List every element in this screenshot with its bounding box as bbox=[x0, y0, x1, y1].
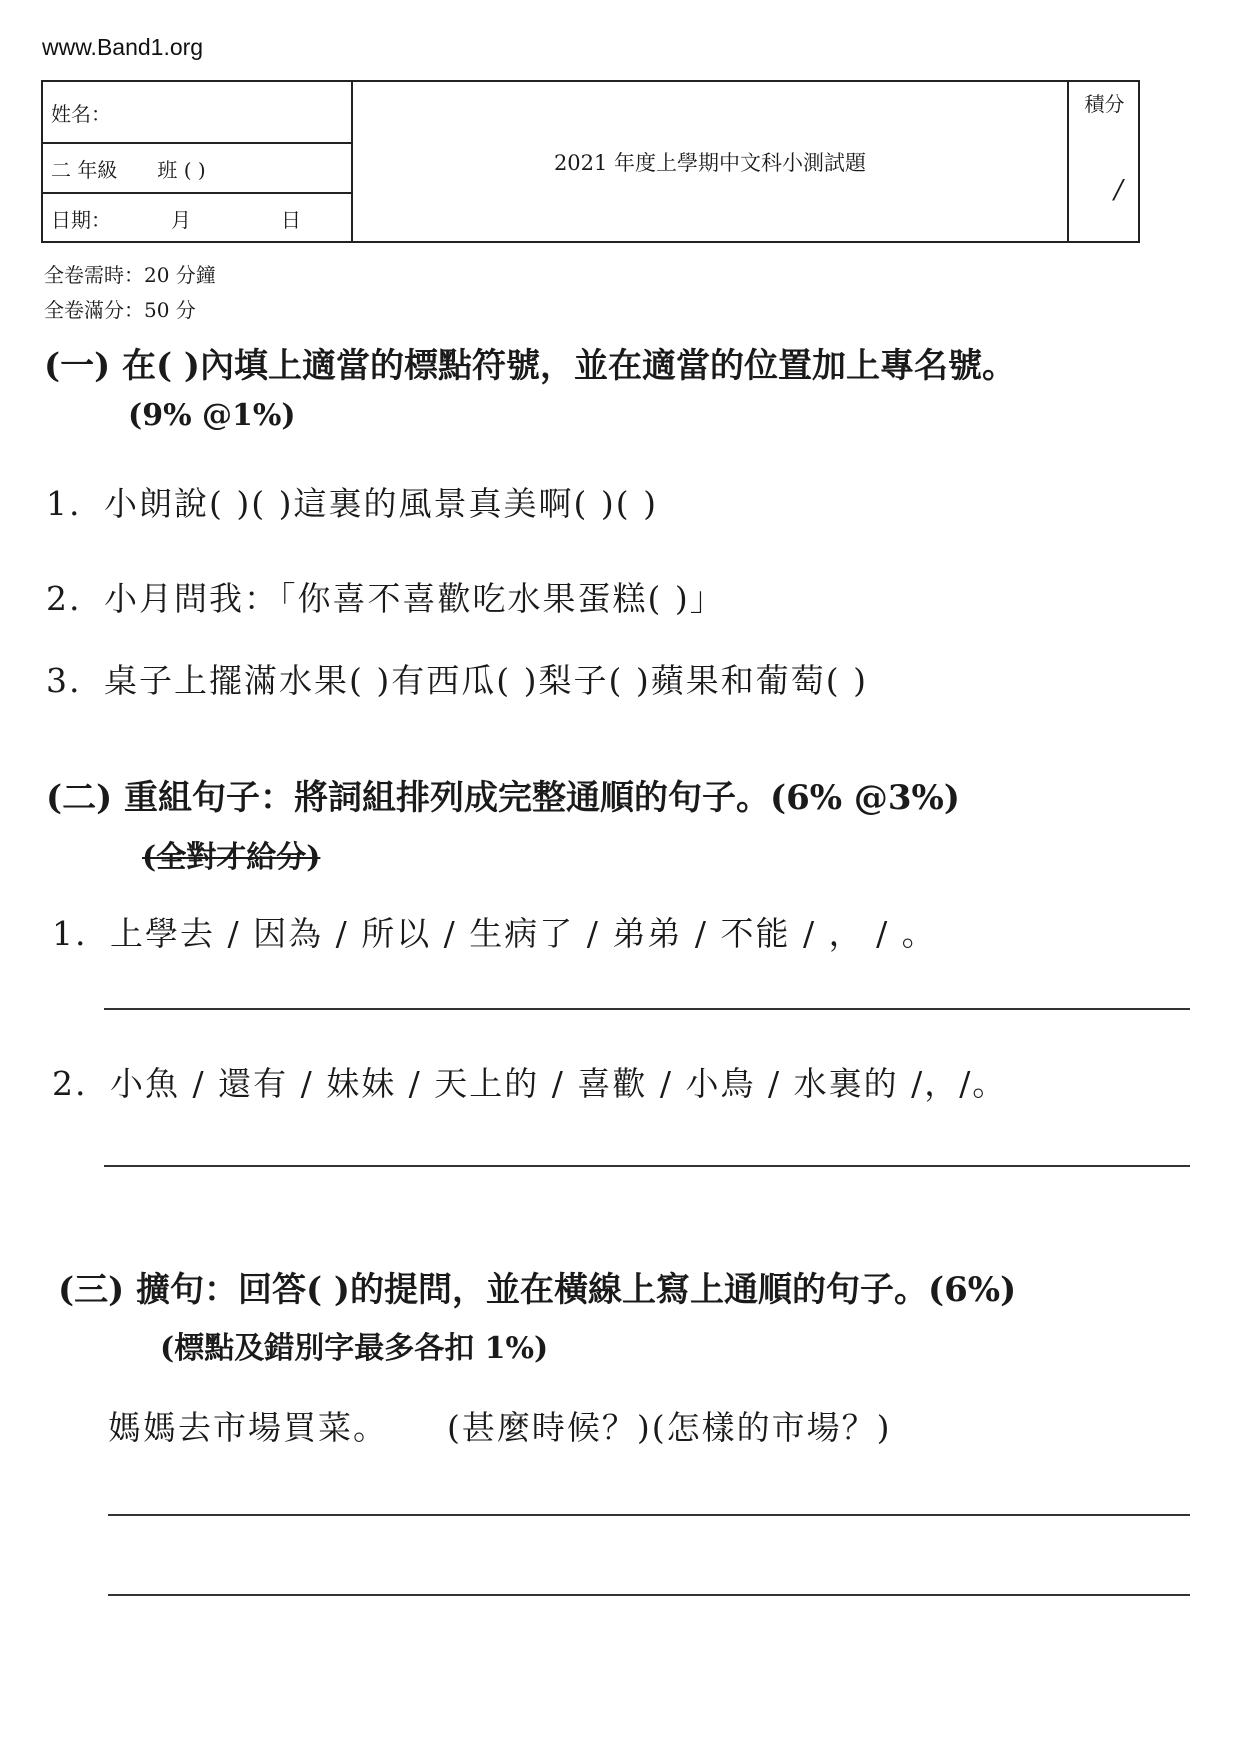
score-cell bbox=[1069, 82, 1140, 241]
answer-line[interactable] bbox=[108, 1594, 1190, 1596]
exam-full-marks: 全卷滿分：50 分 bbox=[44, 298, 196, 322]
date-label: 日期： bbox=[51, 208, 111, 232]
class-label: 班 ( ) bbox=[157, 157, 206, 182]
name-row bbox=[43, 82, 351, 144]
day-label: 日 bbox=[281, 208, 301, 232]
month-label: 月 bbox=[171, 208, 191, 232]
section3-note: (標點及錯別字最多各扣 1%) bbox=[160, 1331, 549, 1366]
name-label: 姓名： bbox=[51, 101, 111, 126]
score-slash: / bbox=[1114, 175, 1123, 205]
question-number: 1. bbox=[46, 484, 82, 523]
site-watermark: www.Band1.org bbox=[42, 34, 204, 60]
score-label: 積分 bbox=[1084, 92, 1125, 116]
question-number: 1. bbox=[52, 914, 88, 953]
section1-question-2 bbox=[46, 573, 725, 620]
student-info-column bbox=[43, 82, 353, 241]
section1-marks: (9% @1%) bbox=[128, 398, 296, 433]
question-text: 上學去 / 因為 / 所以 / 生病了 / 弟弟 / 不能 / ， / 。 bbox=[110, 914, 937, 953]
question-text: 桌子上擺滿水果( )有西瓜( )梨子( )蘋果和葡萄( ) bbox=[104, 661, 868, 700]
expansion-prompts: (甚麼時候？)(怎樣的市場？) bbox=[447, 1408, 892, 1447]
section2-question-1 bbox=[52, 908, 937, 955]
section3-heading: (三) 擴句：回答( )的提問，並在橫線上寫上通順的句子。(6%) bbox=[58, 1270, 1017, 1310]
section2-question-2 bbox=[52, 1058, 1007, 1105]
question-number: 2. bbox=[52, 1064, 88, 1103]
question-text: 小朗說( )( )這裏的風景真美啊( )( ) bbox=[104, 484, 658, 523]
section3-prompt bbox=[108, 1402, 892, 1449]
section1-question-1 bbox=[46, 478, 658, 525]
section1-question-3 bbox=[46, 655, 868, 702]
exam-duration: 全卷需時：20 分鐘 bbox=[44, 263, 216, 287]
section2-heading: (二) 重組句子：將詞組排列成完整通順的句子。(6% @3%) bbox=[46, 778, 960, 818]
question-number: 3. bbox=[46, 661, 82, 700]
answer-line[interactable] bbox=[104, 1008, 1190, 1010]
answer-line[interactable] bbox=[108, 1514, 1190, 1516]
question-number: 2. bbox=[46, 579, 82, 618]
exam-title-cell bbox=[353, 82, 1069, 241]
section2-note: (全對才給分) bbox=[142, 840, 321, 875]
exam-header-table bbox=[41, 80, 1140, 243]
exam-title: 2021 年度上學期中文科小測試題 bbox=[553, 150, 867, 175]
question-text: 小月問我：「你喜不喜歡吃水果蛋糕( )」 bbox=[104, 579, 725, 618]
grade-class-row bbox=[43, 144, 351, 194]
answer-line[interactable] bbox=[104, 1165, 1190, 1167]
section1-heading: (一) 在( )內填上適當的標點符號，並在適當的位置加上專名號。 bbox=[44, 346, 1017, 386]
base-sentence: 媽媽去市場買菜。 bbox=[108, 1408, 388, 1447]
question-text: 小魚 / 還有 / 妹妹 / 天上的 / 喜歡 / 小鳥 / 水裏的 /，/。 bbox=[110, 1064, 1008, 1103]
date-row bbox=[43, 194, 351, 243]
grade-label: 二 年級 bbox=[51, 157, 118, 182]
